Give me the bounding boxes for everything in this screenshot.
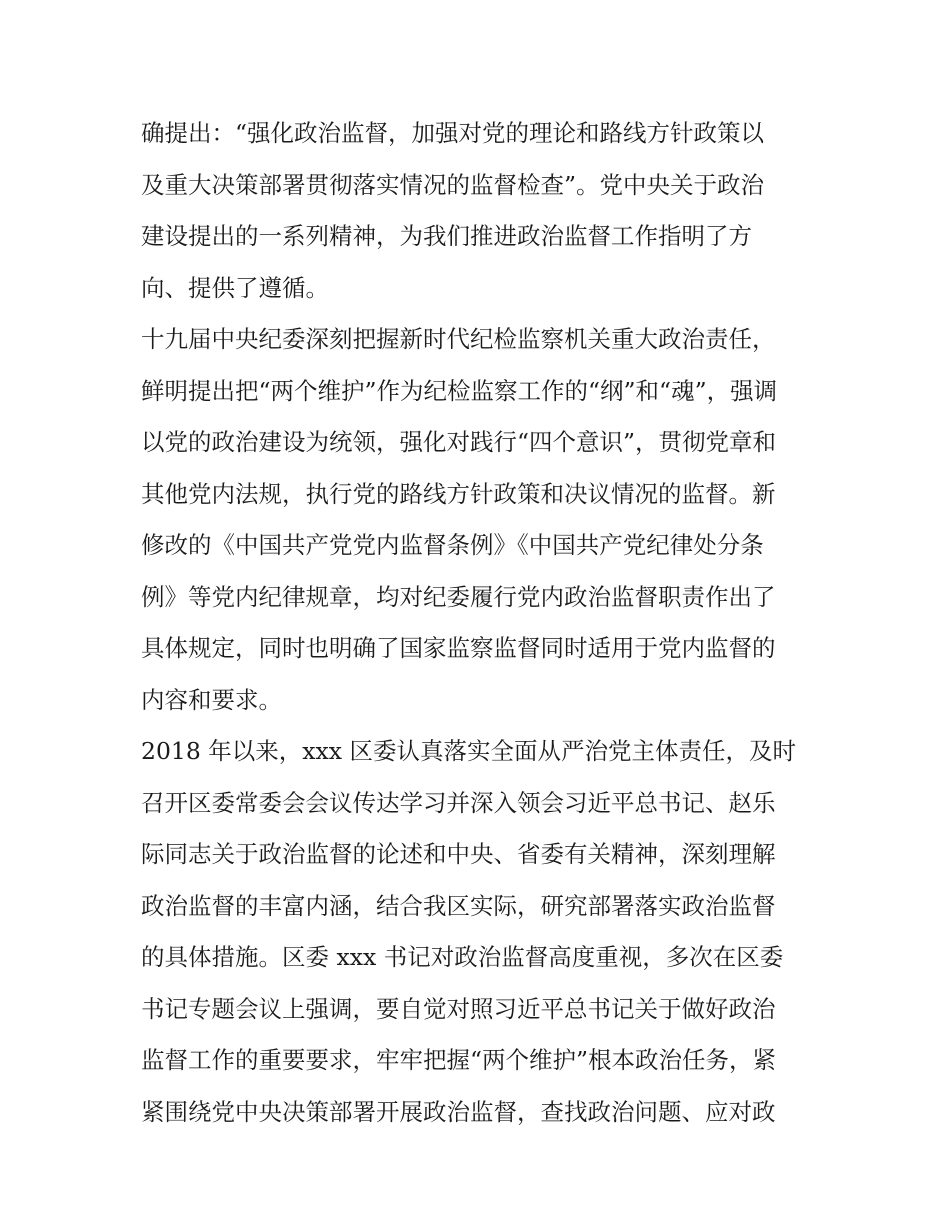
text-line: 例》等党内纪律规章，均对纪委履行党内政治监督职责作出了 [141,582,776,611]
text-line: 鲜明提出把“两个维护”作为纪检监察工作的“纲”和“魂”，强调 [141,376,778,405]
text-line: 召开区委常委会会议传达学习并深入领会习近平总书记、赵乐 [141,788,776,817]
text-line: 向、提供了遵循。 [141,273,329,302]
text-line: 确提出：“强化政治监督，加强对党的理论和路线方针政策以 [141,119,765,147]
text-line: 书记专题会议上强调，要自觉对照习近平总书记关于做好政治 [141,994,776,1023]
text-line: 紧围绕党中央决策部署开展政治监督，查找政治问题、应对政 [141,1097,776,1126]
text-line: 建设提出的一系列精神，为我们推进政治监督工作指明了方 [141,222,752,250]
text-line: 具体规定，同时也明确了国家监察监督同时适用于党内监督的 [141,634,776,662]
body-text [141,108,821,1138]
text-line: 以党的政治建设为统领，强化对践行“四个意识”，贯彻党章和 [141,428,777,456]
text-line: 修改的《中国共产党党内监督条例》《中国共产党纪律处分条 [141,531,764,559]
text-line: 的具体措施。区委 xxx 书记对政治监督高度重视，多次在区委 [141,943,784,971]
text-line: 其他党内法规，执行党的路线方针政策和决议情况的监督。新 [141,479,776,508]
text-line: 际同志关于政治监督的论述和中央、省委有关精神，深刻理解 [141,840,776,868]
text-line: 2018 年以来，xxx 区委认真落实全面从严治党主体责任，及时 [141,737,797,765]
text-line: 政治监督的丰富内涵，结合我区实际，研究部署落实政治监督 [141,891,776,920]
text-line: 十九届中央纪委深刻把握新时代纪检监察机关重大政治责任， [141,325,776,353]
text-line: 内容和要求。 [141,685,282,714]
text-line: 监督工作的重要要求，牢牢把握“两个维护”根本政治任务，紧 [141,1046,777,1074]
text-line: 及重大决策部署贯彻落实情况的监督检查”。党中央关于政治 [141,170,765,199]
